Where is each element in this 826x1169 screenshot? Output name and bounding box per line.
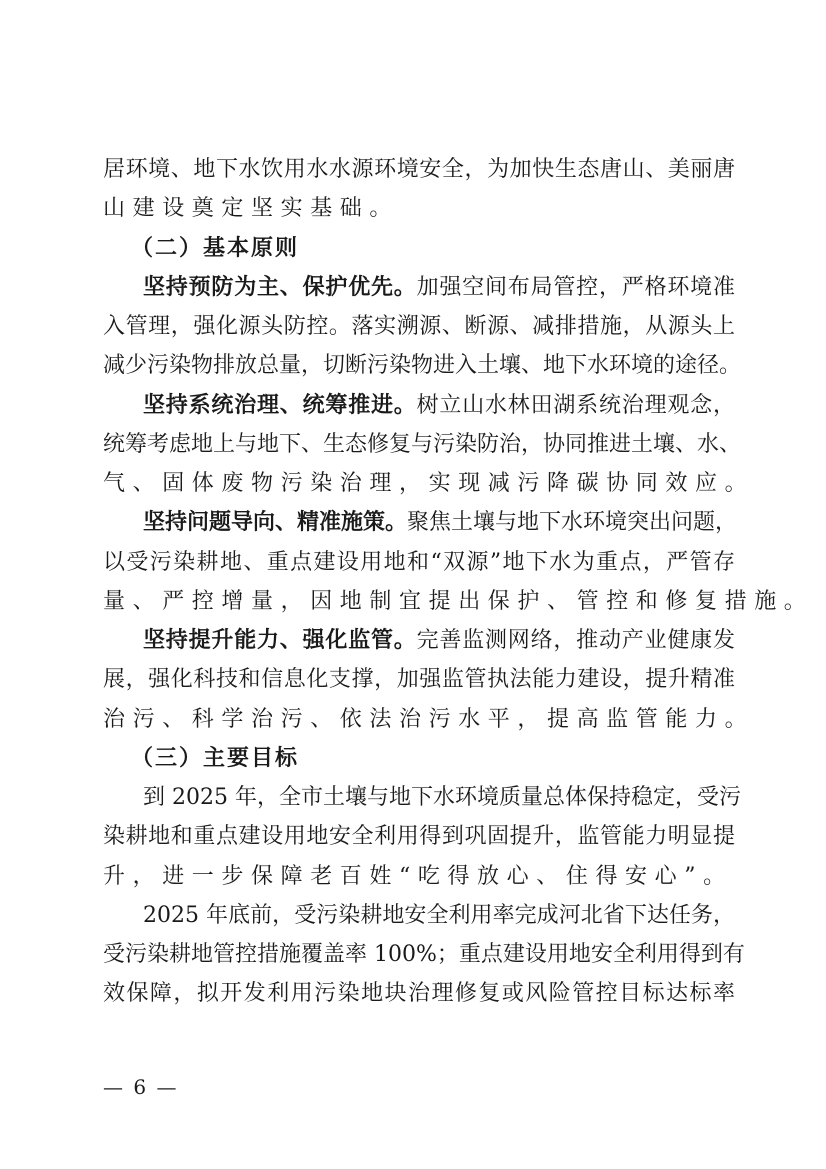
line-text: 完善监测网络，推动产业健康发 [416, 628, 735, 653]
bold-lead: 坚持系统治理、统筹推进。 [143, 391, 417, 418]
line-text: 受污染耕地管控措施覆盖率 100%；重点建设用地安全利用得到有 [103, 942, 745, 967]
bold-lead: （二）基本原则 [131, 234, 300, 261]
text-line [103, 386, 735, 425]
text-line [103, 503, 738, 542]
line-text: 聚焦土壤与地下水环境突出问题， [407, 510, 738, 536]
text-line [103, 150, 735, 189]
line-text: 统筹考虑地上与地下、生态修复与污染防治，协同推进土壤、水、 [103, 431, 742, 457]
text-line [103, 935, 745, 974]
line-text: 染耕地和重点建设用地安全利用得到巩固提升，监管能力明显提 [103, 824, 735, 850]
bold-lead: 坚持预防为主、保护优先。 [143, 273, 417, 300]
line-text: 入管理，强化源头防控。落实溯源、断源、减排措施，从源头上 [103, 314, 735, 339]
text-line [103, 268, 735, 307]
text-line [103, 974, 735, 1013]
text-line [103, 621, 735, 660]
line-text: 展，强化科技和信息化支撑，加强监管执法能力建设，提升精准 [103, 667, 735, 693]
section-heading [103, 739, 735, 778]
text-line [103, 857, 735, 896]
line-text: 减少污染物排放总量，切断污染物进入土壤、地下水环境的途径。 [103, 353, 742, 379]
line-text: 到 2025 年，全市土壤与地下水环境质量总体保持稳定，受污 [143, 785, 741, 810]
text-line [103, 778, 741, 817]
line-text: 树立山水林田湖系统治理观念， [416, 392, 735, 418]
text-line [103, 582, 814, 621]
line-text: 治污、科学治污、依法治污水平，提高监管能力。 [103, 706, 755, 732]
text-line [103, 817, 735, 856]
text-line [103, 346, 742, 385]
text-line [103, 189, 735, 228]
text-line [103, 543, 735, 582]
line-text: 加强空间布局管控，严格环境准 [416, 274, 735, 300]
line-text: 量、严控增量，因地制宜提出保护、管控和修复措施。 [103, 588, 814, 614]
line-text: 升，进一步保障老百姓“吃得放心、住得安心”。 [103, 863, 733, 889]
line-text: 效保障，拟开发利用污染地块治理修复或风险管控目标达标率 [103, 981, 735, 1007]
text-line [103, 896, 735, 935]
text-line [103, 660, 735, 699]
text-line [103, 700, 755, 739]
bold-lead: （三）主要目标 [131, 744, 300, 771]
bold-lead: 坚持问题导向、精准施策。 [143, 509, 408, 536]
bold-lead: 坚持提升能力、强化监管。 [143, 627, 417, 653]
text-line [103, 307, 735, 346]
line-text: 气、固体废物污染治理，实现减污降碳协同效应。 [103, 471, 755, 496]
line-text: 山建设奠定坚实基础。 [103, 196, 400, 222]
text-line [103, 425, 742, 464]
page-number: — 6 — [103, 1075, 179, 1099]
document-body [103, 150, 814, 1014]
section-heading [103, 229, 735, 268]
line-text: 2025 年底前，受污染耕地安全利用率完成河北省下达任务， [143, 902, 735, 928]
line-text: 居环境、地下水饮用水水源环境安全，为加快生态唐山、美丽唐 [103, 157, 735, 182]
line-text: 以受污染耕地、重点建设用地和“双源”地下水为重点，严管存 [103, 549, 735, 575]
text-line [103, 464, 755, 503]
